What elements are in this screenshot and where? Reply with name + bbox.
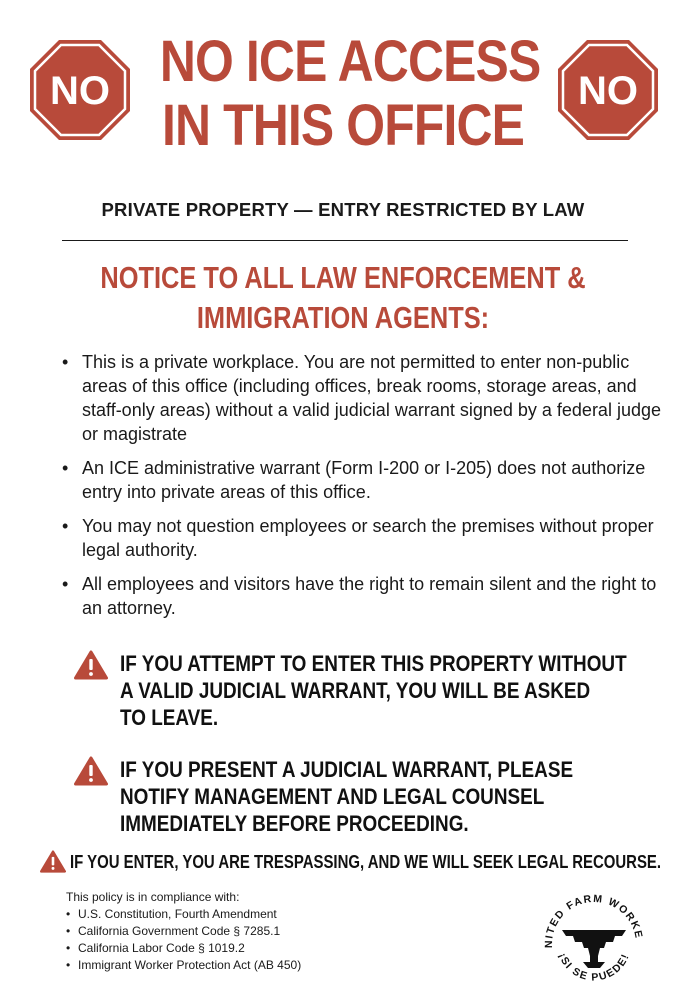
warning-2-line-1: IF YOU PRESENT A JUDICIAL WARRANT, PLEASE <box>120 757 574 782</box>
bullet-icon: • <box>66 958 71 972</box>
policy-list <box>66 906 466 974</box>
stop-sign-icon-left <box>28 38 132 142</box>
notice-heading <box>62 258 625 338</box>
warning-triangle-icon <box>74 756 108 792</box>
bullet-icon: • <box>62 516 69 536</box>
divider <box>62 240 628 241</box>
notice-line-2: IMMIGRATION AGENTS: <box>196 300 490 335</box>
stop-sign-label: NO <box>578 69 638 113</box>
bullet-icon: • <box>62 352 69 372</box>
list-item <box>62 572 662 620</box>
list-item <box>66 923 466 940</box>
policy-compliance <box>66 889 466 974</box>
policy-item-text: California Labor Code § 1019.2 <box>78 941 245 955</box>
list-item <box>66 940 466 957</box>
policy-item-text: U.S. Constitution, Fourth Amendment <box>78 907 277 921</box>
warning-1-line-3: TO LEAVE. <box>120 705 219 730</box>
list-item <box>62 514 662 562</box>
stop-sign-icon-right <box>556 38 660 142</box>
list-item <box>62 350 662 446</box>
bullet-icon: • <box>62 458 69 478</box>
trespass-warning <box>40 850 680 874</box>
bullet-icon: • <box>66 941 71 955</box>
bullet-icon: • <box>66 924 71 938</box>
ufw-logo <box>538 886 650 998</box>
list-item-text: An ICE administrative warrant (Form I-200 or I-205) does not authorize entry into private areas of this office. <box>82 458 646 502</box>
warning-2-line-3: IMMEDIATELY BEFORE PROCEEDING. <box>120 811 469 836</box>
warning-1-line-1: IF YOU ATTEMPT TO ENTER THIS PROPERTY WITHOUT <box>120 651 627 676</box>
logo-bottom-text: ¡SI SE PUEDE! <box>555 951 633 984</box>
warning-triangle-icon <box>74 650 108 686</box>
warning-block-2 <box>74 756 674 837</box>
logo-top-text: NITED FARM WORKE <box>542 892 645 949</box>
bullet-icon: • <box>66 907 71 921</box>
policy-heading: This policy is in compliance with: <box>66 890 240 904</box>
notice-line-1: NOTICE TO ALL LAW ENFORCEMENT & <box>100 260 586 295</box>
policy-item-text: California Government Code § 7285.1 <box>78 924 281 938</box>
rules-list <box>62 350 662 630</box>
subtitle: PRIVATE PROPERTY — ENTRY RESTRICTED BY LAW <box>101 199 585 220</box>
warning-1-line-2: A VALID JUDICIAL WARRANT, YOU WILL BE ASKED <box>120 678 591 703</box>
list-item <box>66 906 466 923</box>
bullet-icon: • <box>62 574 69 594</box>
list-item-text: You may not question employees or search the premises without proper legal authority. <box>82 516 654 560</box>
warning-block-1 <box>74 650 674 731</box>
title-line-2: IN THIS OFFICE <box>161 93 525 158</box>
title-line-1: NO ICE ACCESS <box>159 29 541 94</box>
list-item-text: This is a private workplace. You are not permitted to enter non-public areas of this office (including offices, break rooms, storage areas, and staff-only areas) without a valid judicial warrant signed by a federal judge or magistrate <box>82 352 661 444</box>
page-title <box>159 29 541 158</box>
warning-triangle-icon <box>40 850 66 879</box>
list-item-text: All employees and visitors have the right to remain silent and the right to an attorney. <box>82 574 657 618</box>
list-item <box>66 957 466 974</box>
trespass-text: IF YOU ENTER, YOU ARE TRESPASSING, AND WE WILL SEEK LEGAL RECOURSE. <box>70 852 662 872</box>
stop-sign-label: NO <box>50 69 110 113</box>
warning-2-line-2: NOTIFY MANAGEMENT AND LEGAL COUNSEL <box>120 784 545 809</box>
list-item <box>62 456 662 504</box>
policy-item-text: Immigrant Worker Protection Act (AB 450) <box>78 958 302 972</box>
